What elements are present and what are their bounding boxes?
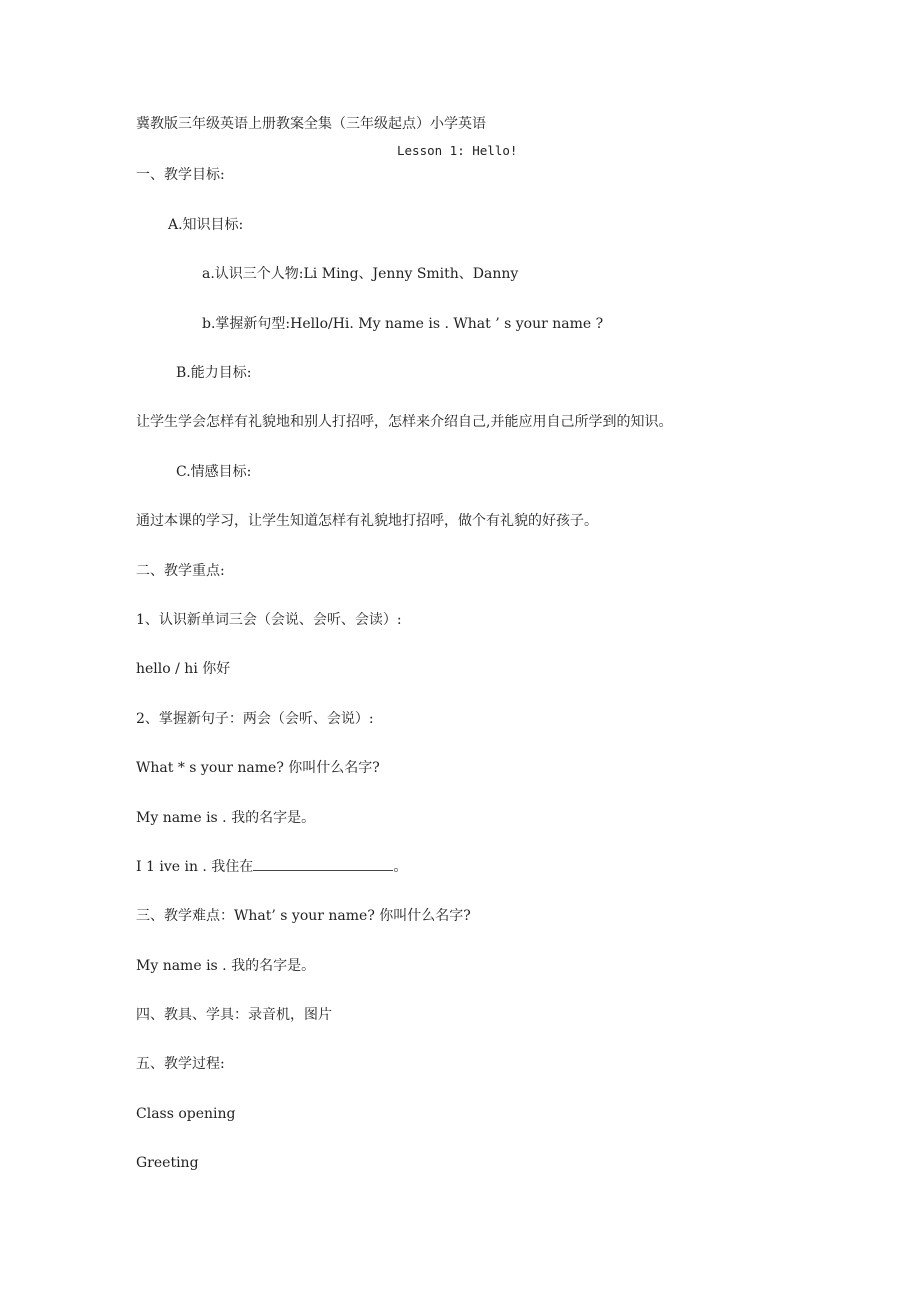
step-greeting: Greeting bbox=[136, 1155, 199, 1171]
fill-in-blank-line bbox=[253, 858, 393, 871]
sentence-my-name-is: My name is . 我的名字是。 bbox=[136, 810, 316, 826]
document-title: 冀教版三年级英语上册教案全集（三年级起点）小学英语 bbox=[136, 116, 486, 132]
ability-goal-heading: B.能力目标: bbox=[176, 365, 252, 381]
section-teaching-goals: 一、教学目标: bbox=[136, 167, 225, 183]
sentence-whats-your-name: What * s your name? 你叫什么名字? bbox=[136, 760, 380, 776]
key-point-1: 1、认识新单词三会（会说、会听、会读）: bbox=[136, 612, 402, 628]
knowledge-goal-a: a.认识三个人物:Li Ming、Jenny Smith、Danny bbox=[202, 266, 519, 282]
lesson-heading: Lesson 1: Hello! bbox=[397, 143, 518, 158]
emotion-goal-heading: C.情感目标: bbox=[176, 464, 252, 480]
ability-goal-text: 让学生学会怎样有礼貌地和别人打招呼，怎样来介绍自己,并能应用自己所学到的知识。 bbox=[136, 414, 673, 430]
sentence-i-live-in-text: I 1 ive in . 我住在 bbox=[136, 859, 254, 875]
section-key-points: 二、教学重点: bbox=[136, 563, 225, 579]
key-point-1-words: hello / hi 你好 bbox=[136, 661, 231, 677]
section-teaching-process: 五、教学过程: bbox=[136, 1056, 225, 1072]
key-point-2: 2、掌握新句子：两会（会听、会说）: bbox=[136, 711, 374, 727]
sentence-i-live-in bbox=[136, 858, 407, 876]
step-class-opening: Class opening bbox=[136, 1106, 236, 1122]
emotion-goal-text: 通过本课的学习，让学生知道怎样有礼貌地打招呼，做个有礼貌的好孩子。 bbox=[136, 513, 598, 529]
sentence-end-mark: 。 bbox=[393, 859, 408, 875]
knowledge-goal-heading: A.知识目标: bbox=[168, 217, 244, 233]
section-teaching-aids: 四、教具、学具：录音机，图片 bbox=[136, 1007, 332, 1023]
section-difficulties: 三、教学难点：What’ s your name? 你叫什么名字? bbox=[136, 908, 471, 924]
difficulty-sentence: My name is . 我的名字是。 bbox=[136, 958, 316, 974]
knowledge-goal-b: b.掌握新句型:Hello/Hi. My name is . What ’ s your name ? bbox=[202, 316, 604, 332]
